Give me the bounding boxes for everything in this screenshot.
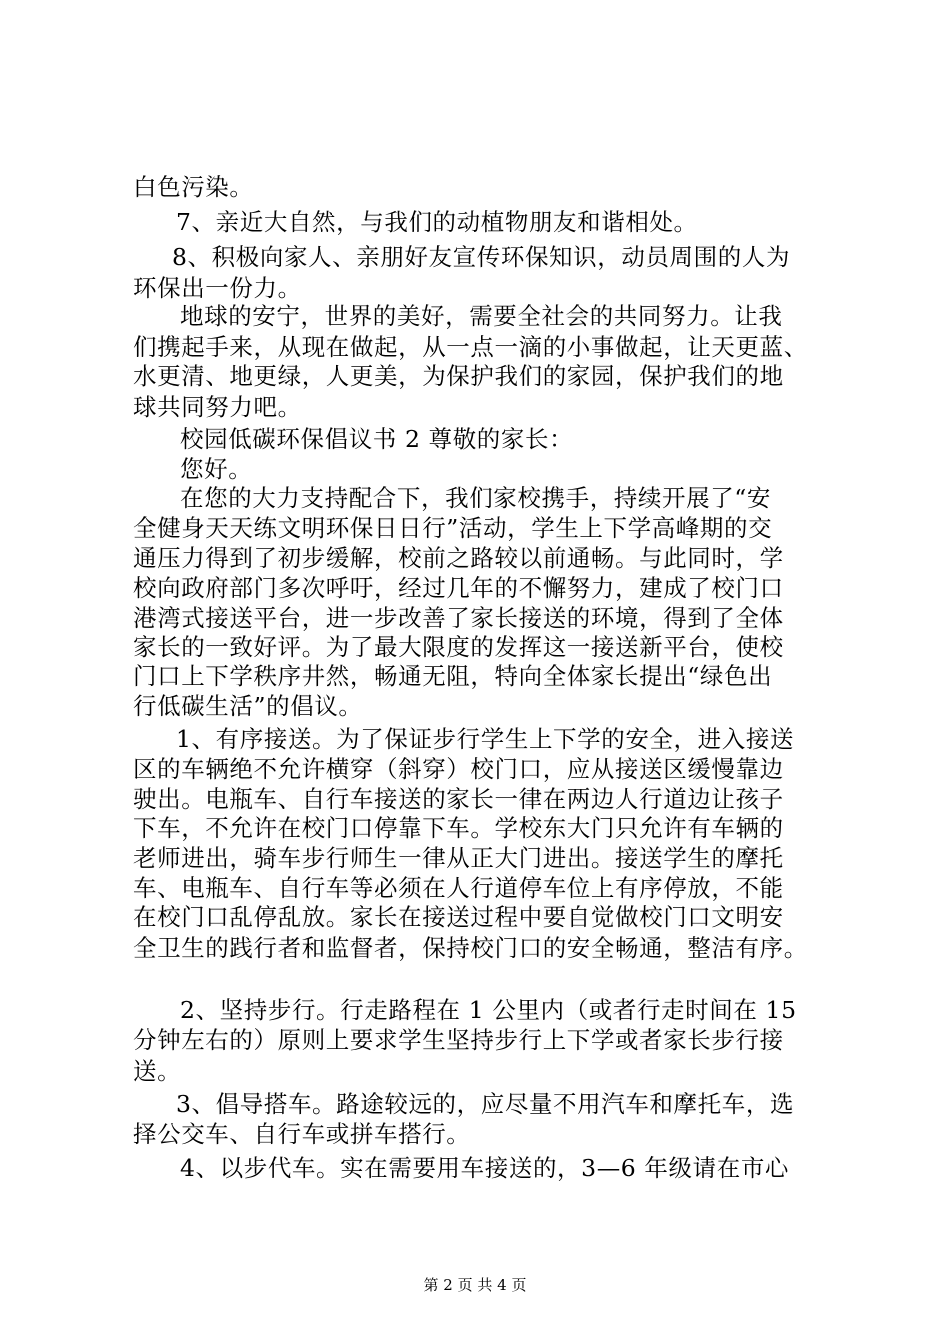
text-line: 在校门口乱停乱放。家长在接送过程中要自觉做校门口文明安: [133, 903, 784, 931]
text-line: 地球的安宁，世界的美好，需要全社会的共同努力。让我: [180, 302, 783, 330]
text-line: 家长的一致好评。为了最大限度的发挥这一接送新平台，使校: [133, 633, 784, 661]
text-line: 1、有序接送。为了保证步行学生上下学的安全，进入接送: [176, 725, 795, 753]
text-line: 球共同努力吧。: [133, 393, 302, 421]
text-line: 择公交车、自行车或拼车搭行。: [133, 1120, 471, 1148]
text-line: 全健身天天练文明环保日日行”活动，学生上下学高峰期的交: [133, 514, 773, 542]
text-line: 港湾式接送平台，进一步改善了家长接送的环境，得到了全体: [133, 604, 784, 632]
page-footer: 第 2 页 共 4 页: [423, 1276, 527, 1294]
text-line: 行低碳生活”的倡议。: [133, 692, 363, 720]
text-line: 3、倡导搭车。路途较远的，应尽量不用汽车和摩托车，选: [176, 1090, 795, 1118]
text-line: 分钟左右的）原则上要求学生坚持步行上下学或者家长步行接: [133, 1026, 784, 1054]
text-line: 驶出。电瓶车、自行车接送的家长一律在两边人行道边让孩子: [133, 785, 784, 813]
text-line: 送。: [133, 1057, 182, 1085]
text-line: 环保出一份力。: [133, 274, 302, 302]
text-line: 全卫生的践行者和监督者，保持校门口的安全畅通，整洁有序。: [133, 934, 808, 962]
text-line: 老师进出，骑车步行师生一律从正大门进出。接送学生的摩托: [133, 844, 784, 872]
text-line: 8、积极向家人、亲朋好友宣传环保知识，动员周围的人为: [172, 243, 791, 271]
text-line: 白色污染。: [133, 173, 254, 201]
text-line: 车、电瓶车、自行车等必须在人行道停车位上有序停放，不能: [133, 874, 784, 902]
text-line: 校园低碳环保倡议书 2 尊敬的家长：: [180, 425, 574, 453]
text-line: 通压力得到了初步缓解，校前之路较以前通畅。与此同时，学: [133, 544, 784, 572]
text-line: 7、亲近大自然，与我们的动植物朋友和谐相处。: [176, 208, 698, 236]
text-line: 您好。: [180, 455, 253, 483]
text-line: 区的车辆绝不允许横穿（斜穿）校门口，应从接送区缓慢靠边: [133, 755, 784, 783]
text-line: 在您的大力支持配合下，我们家校携手，持续开展了“安: [180, 484, 772, 512]
text-line: 们携起手来，从现在做起，从一点一滴的小事做起，让天更蓝、: [133, 333, 808, 361]
text-line: 水更清、地更绿，人更美，为保护我们的家园，保护我们的地: [133, 362, 784, 390]
text-line: 4、以步代车。实在需要用车接送的，3—6 年级请在市心: [180, 1154, 790, 1182]
text-line: 门口上下学秩序井然，畅通无阻，特向全体家长提出“绿色出: [133, 662, 773, 690]
text-line: 校向政府部门多次呼吁，经过几年的不懈努力，建成了校门口: [133, 574, 784, 602]
text-line: 下车，不允许在校门口停靠下车。学校东大门只允许有车辆的: [133, 814, 784, 842]
text-line: 2、坚持步行。行走路程在 1 公里内（或者行走时间在 15: [180, 996, 797, 1024]
